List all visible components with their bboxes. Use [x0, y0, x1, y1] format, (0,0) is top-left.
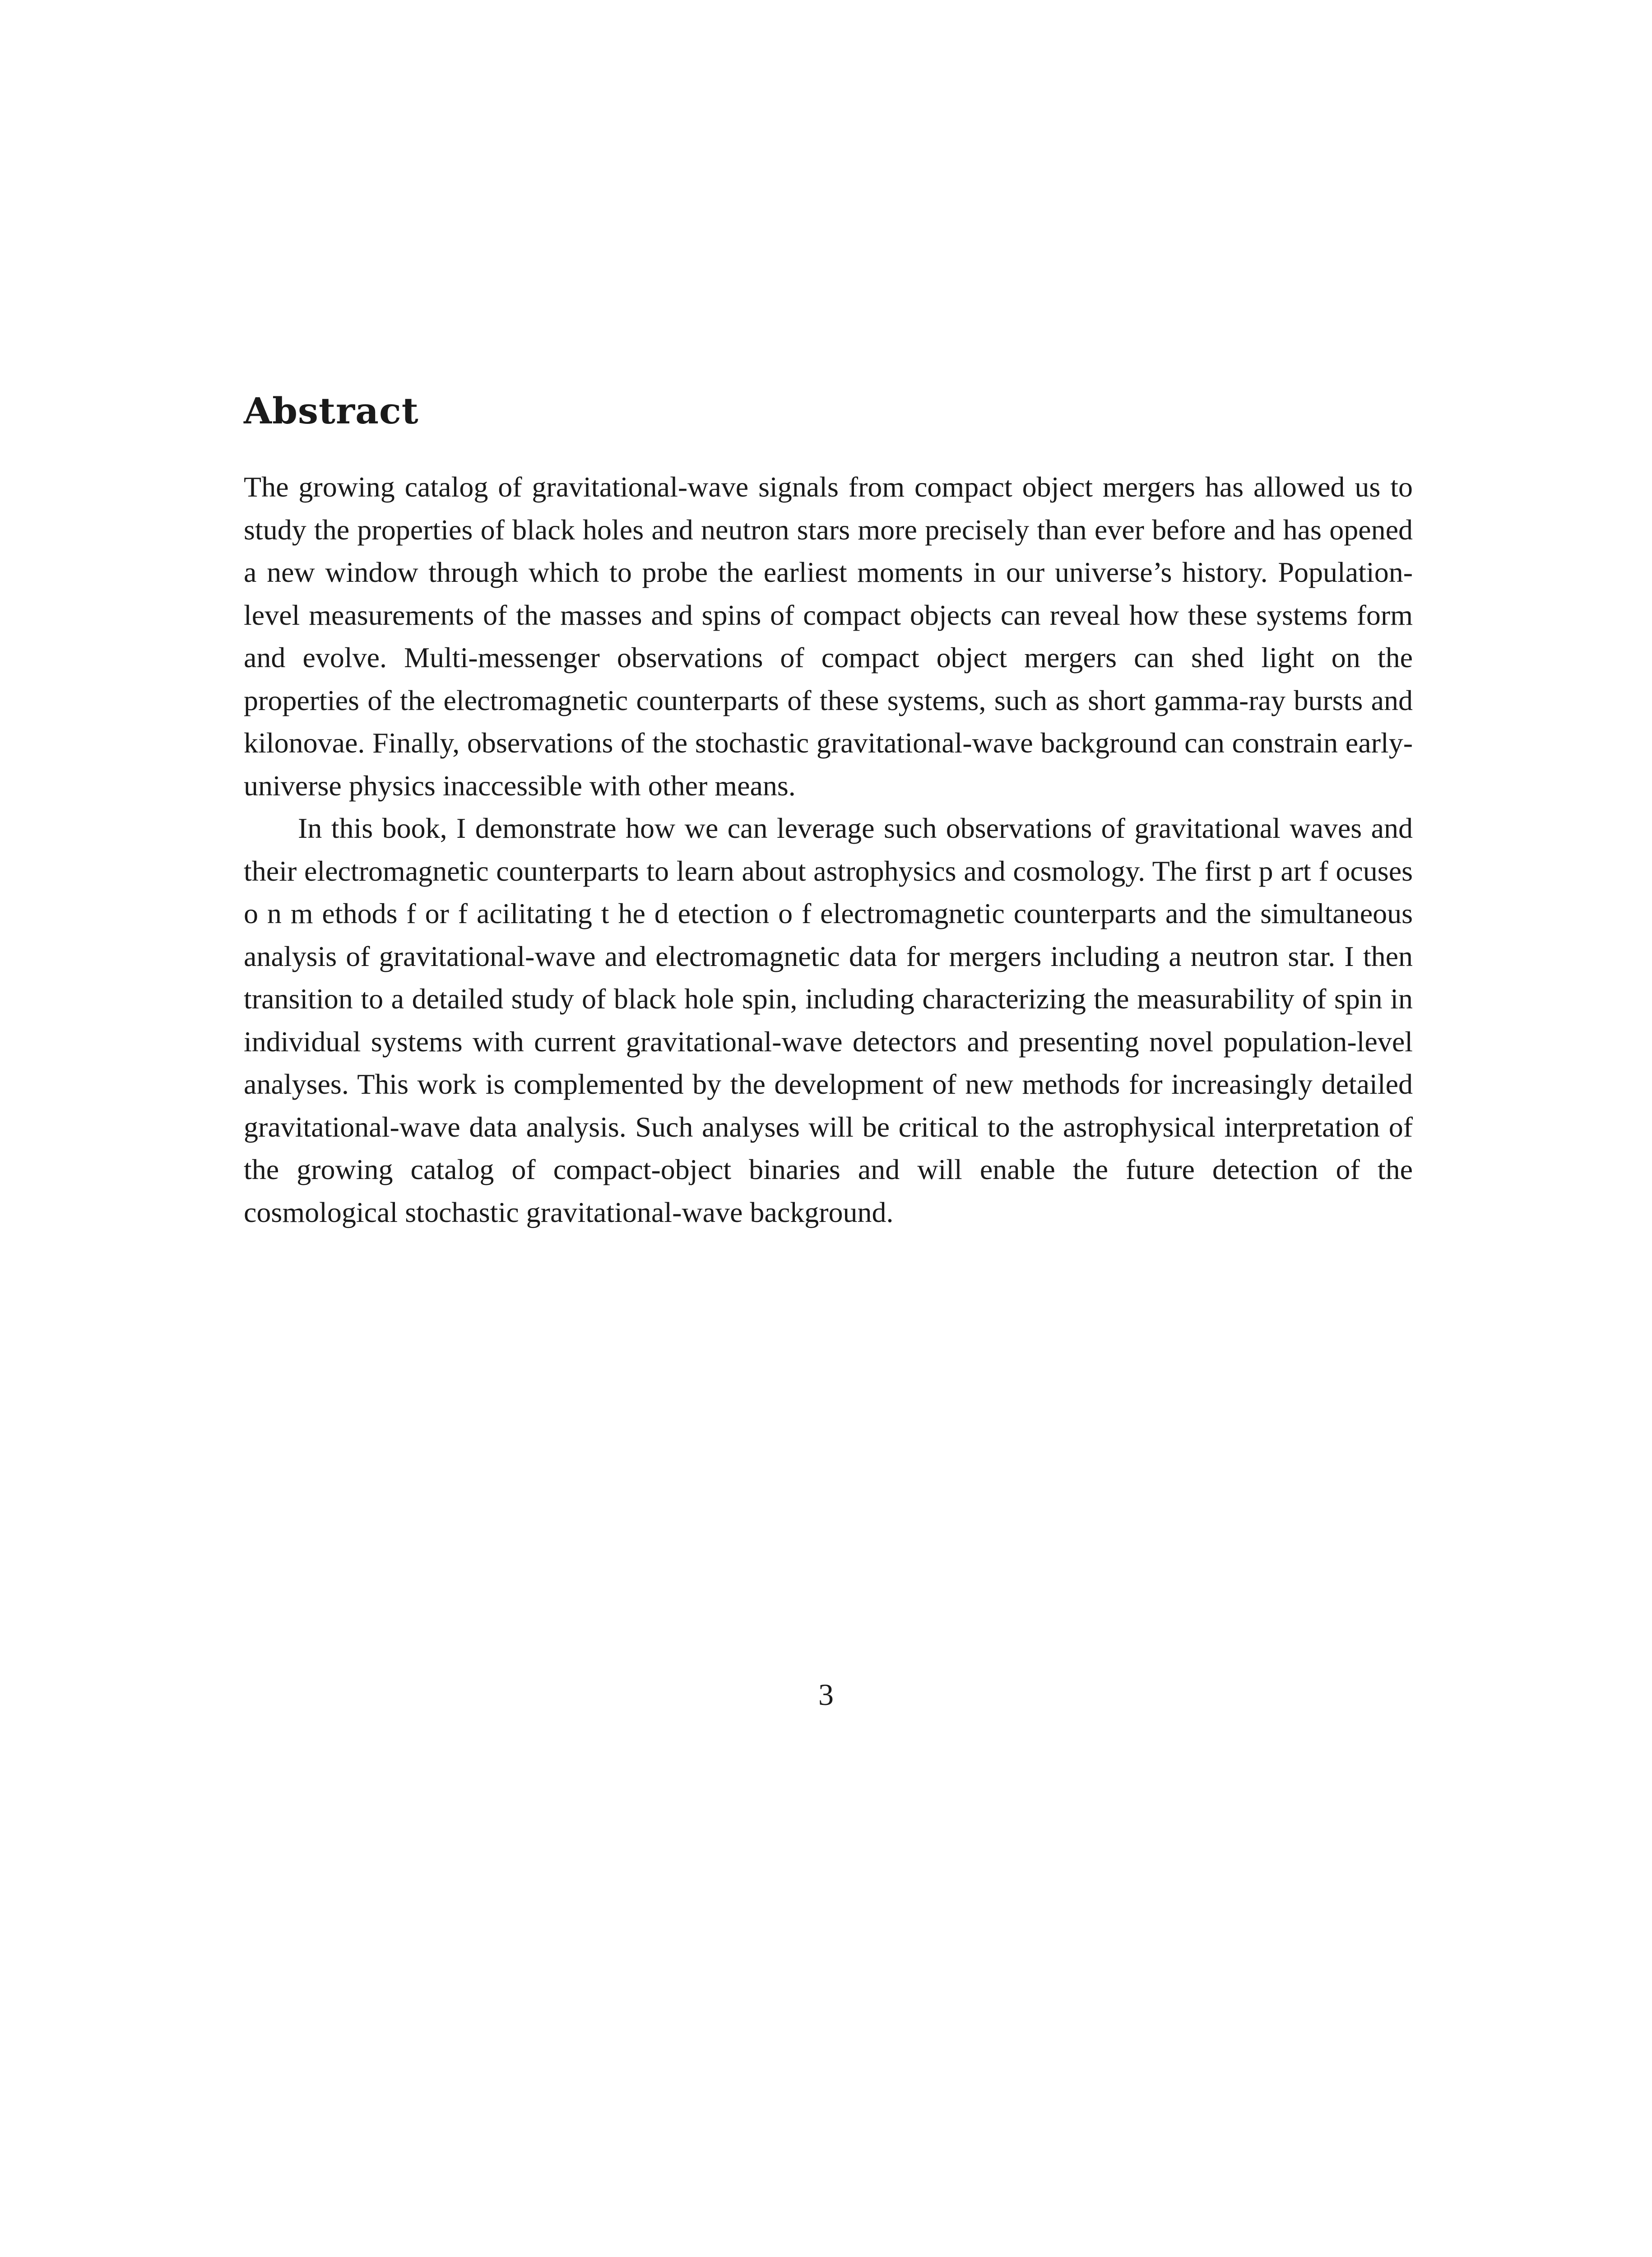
abstract-paragraph-2: In this book, I demonstrate how we can leverage such observations of gravitational waves and their electromagnetic counterparts to learn about astrophysics and cosmology. The first p art f ocuses o n m ethods f or f acilitating t he d etection o f electromagnetic counterparts and the simultaneous analysis of gravitational-wave and electromagnetic data for mergers including a neutron star. I then transition to a detailed study of black hole spin, including characterizing the measurability of spin in individual systems with current gravitational-wave detectors and presenting novel population-level analyses. This work is complemented by the development of new methods for increasingly detailed gravitational-wave data analysis. Such analyses will be critical to the astrophysical interpretation of the growing catalog of compact-object binaries and will enable the future detection of the cosmological stochastic gravitational-wave background. — [244, 812, 1413, 1228]
abstract-body — [244, 466, 1413, 1234]
section-heading: Abstract — [244, 390, 419, 432]
page-number: 3 — [818, 1677, 834, 1712]
abstract-paragraph-1: The growing catalog of gravitational-wave signals from compact object mergers has allowed us to study the properties of black holes and neutron stars more precisely than ever before and has opened a new window through which to probe the earliest moments in our universe’s history. Population-level measurements of the masses and spins of compact objects can reveal how these systems form and evolve. Multi-messenger observations of compact object mergers can shed light on the properties of the electromagnetic counterparts of these systems, such as short gamma-ray bursts and kilonovae. Finally, observations of the stochastic gravitational-wave background can constrain early-universe physics inaccessible with other means. — [244, 471, 1413, 802]
